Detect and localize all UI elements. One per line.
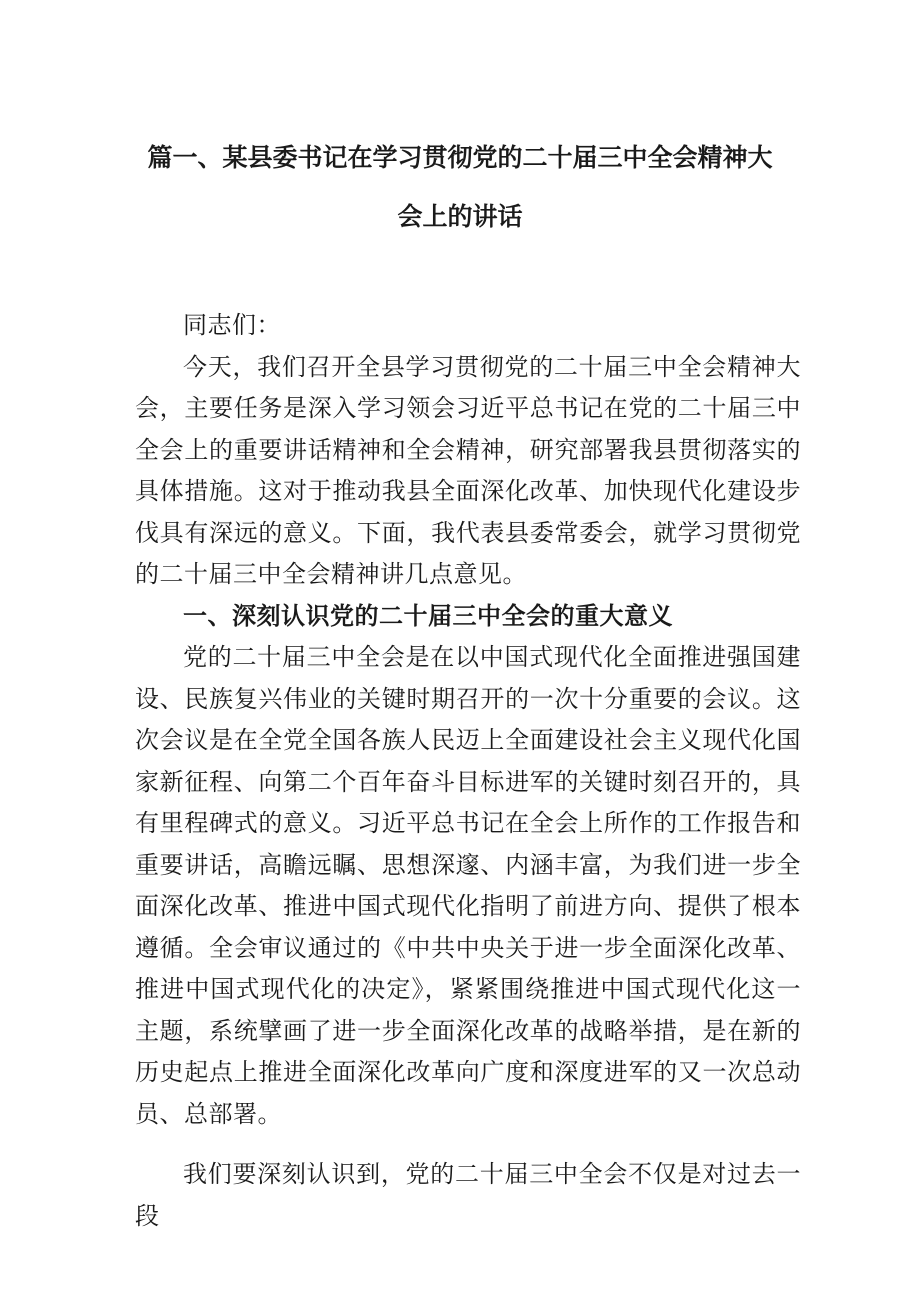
paragraph-continued: 我们要深刻认识到，党的二十届三中全会不仅是对过去一段 bbox=[135, 1160, 801, 1230]
document-body bbox=[135, 305, 801, 1135]
salutation: 同志们： bbox=[183, 311, 281, 339]
paragraph-intro: 今天，我们召开全县学习贯彻党的二十届三中全会精神大会，主要任务是深入学习领会习近平总书记在党的二十届三中全会上的重要讲话精神和全会精神，研究部署我县贯彻落实的具体措施。这对于推动我县全面深化改革、加快现代化建设步伐具有深远的意义。下面，我代表县委常委会，就学习贯彻党的二十届三中全会精神讲几点意见。 bbox=[135, 352, 801, 588]
document-title-line1: 篇一、某县委书记在学习贯彻党的二十届三中全会精神大 bbox=[147, 143, 773, 172]
paragraph-significance: 党的二十届三中全会是在以中国式现代化全面推进强国建设、民族复兴伟业的关键时期召开的一次十分重要的会议。这次会议是在全党全国各族人民迈上全面建设社会主义现代化国家新征程、向第二个百年奋斗目标进军的关键时刻召开的，具有里程碑式的意义。习近平总书记在全会上所作的工作报告和重要讲话，高瞻远瞩、思想深邃、内涵丰富，为我们进一步全面深化改革、推进中国式现代化指明了前进方向、提供了根本遵循。全会审议通过的《中共中央关于进一步全面深化改革、推进中国式现代化的决定》，紧紧围绕推进中国式现代化这一主题，系统擘画了进一步全面深化改革的战略举措，是在新的历史起点上推进全面深化改革向广度和深度进军的又一次总动员、总部署。 bbox=[135, 643, 801, 1128]
document-body-continued bbox=[135, 1154, 801, 1237]
document-title-line2: 会上的讲话 bbox=[397, 202, 523, 231]
section-heading-1: 一、深刻认识党的二十届三中全会的重大意义 bbox=[183, 601, 673, 630]
